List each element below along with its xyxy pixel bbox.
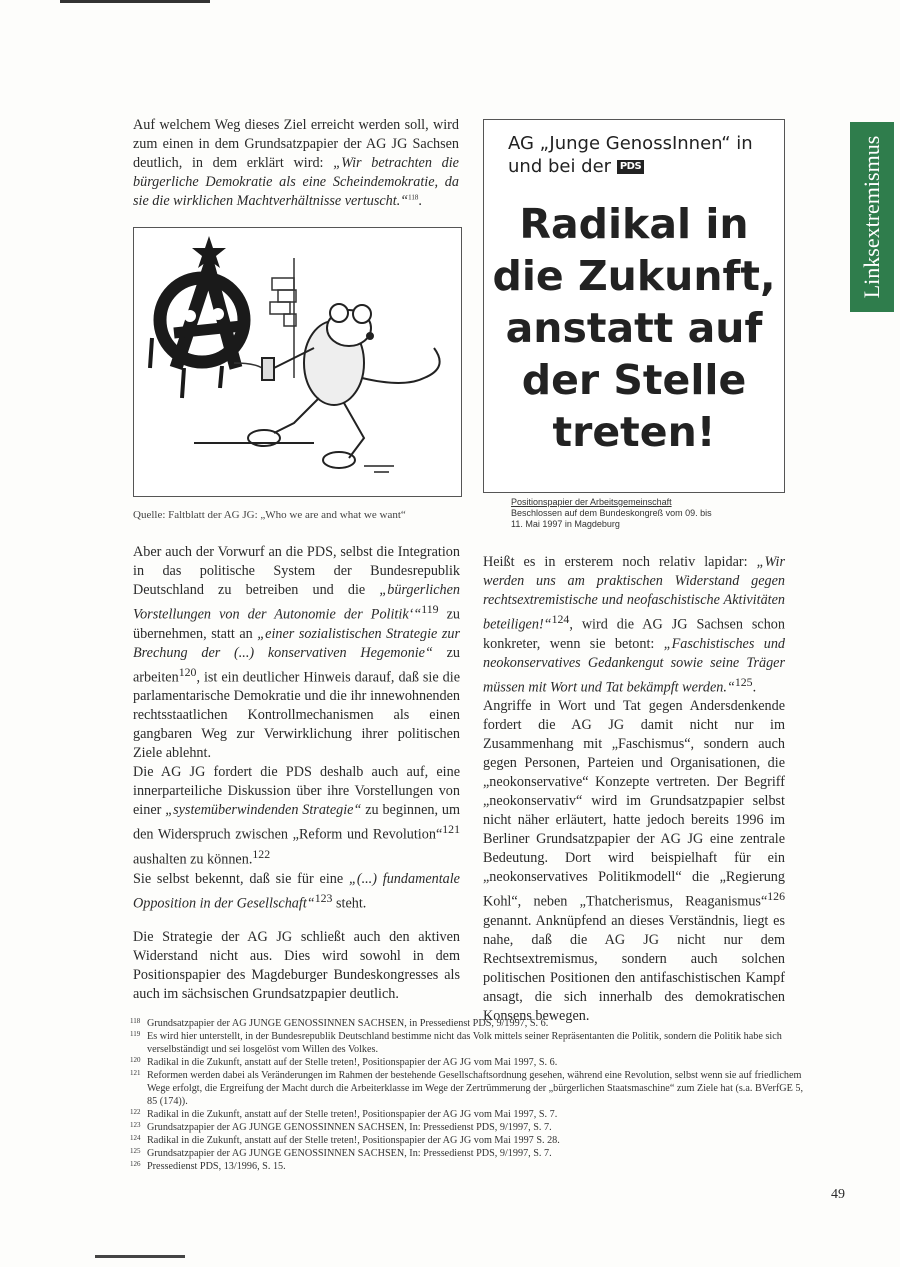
right-column — [483, 553, 785, 1026]
top-rule — [60, 0, 210, 3]
footnote: 123 Grundsatzpapier der AG JUNGE GENOSSINNEN SACHSEN, In: Pressedienst PDS, 9/1997, S. 7. — [130, 1121, 552, 1133]
page-number: 49 — [831, 1187, 845, 1202]
poster-subtitle: AG „Junge GenossInnen“ in und bei der PDS — [508, 133, 753, 177]
right-paragraph-1: Heißt es in ersterem noch relativ lapidar: „Wir werden uns am praktischen Widerstand gegen rechtsextremistische und neofaschistische Aktivitäten beteiligen!“$^{124}$, wird die AG JG Sachsen schon konkreter, wenn sie betont: „Faschistisches und neokonservatives Gedankengut sowie seine Träger müssen mit Wort und Tat bekämpft werden.“$^{125}$. — [483, 554, 786, 696]
left-column — [133, 543, 460, 1004]
footnotes — [130, 1017, 810, 1173]
footnote: 119 Es wird hier unterstellt, in der Bundesrepublik Deutschland bestimme nicht das Volk mittels seiner Repräsentanten die Politik, sondern die Politik habe sich verselbständigt und sei losgelöst vom Willen des Volkes. — [130, 1030, 782, 1055]
rat-spray-cartoon — [133, 227, 462, 497]
section-tab-label: Linksextremismus — [859, 135, 884, 299]
anarchy-symbol-icon — [150, 268, 244, 398]
footnote: 125 Grundsatzpapier der AG JUNGE GENOSSINNEN SACHSEN, In: Pressedienst PDS, 9/1997, S. 7. — [130, 1147, 552, 1159]
position-paper-cover — [483, 119, 785, 493]
footnote: 118 Grundsatzpapier der AG JUNGE GENOSSINNEN SACHSEN, in Pressedienst PDS, 9/1997, S. 6. — [130, 1017, 549, 1029]
left-paragraph-4: Die Strategie der AG JG schließt auch den aktiven Widerstand nicht aus. Dies wird sowohl in dem Positionspapier des Magdeburger Bundeskongresses als auch im sächsischen Grundsatzpapier deutlich. — [133, 928, 460, 1002]
footnote: 120 Radikal in die Zukunft, anstatt auf der Stelle treten!, Positionspapier der AG JG vom Mai 1997, S. 6. — [130, 1056, 558, 1068]
cartoon-caption: Quelle: Faltblatt der AG JG: „Who we are and what we want“ — [133, 509, 406, 521]
footnote: 122 Radikal in die Zukunft, anstatt auf der Stelle treten!, Positionspapier der AG JG vom Mai 1997, S. 7. — [130, 1108, 558, 1120]
pds-logo-icon: PDS — [617, 160, 644, 174]
bottom-rule — [95, 1255, 185, 1258]
poster-footer: Positionspapier der Arbeitsgemeinschaft Beschlossen auf dem Bundeskongreß vom 09. bis 11. Mai 1997 in Magdeburg — [511, 497, 712, 529]
poster-headline: Radikal in die Zukunft, anstatt auf der Stelle treten! — [492, 200, 776, 456]
left-paragraph-3: Sie selbst bekennt, daß sie für eine „(...) fundamentale Opposition in der Gesellschaft“$^{123}$ steht. — [133, 870, 460, 912]
left-paragraph-2: Die AG JG fordert die PDS deshalb auch auf, eine innerparteiliche Diskussion über ihre Vorstellungen von einer „systemüberwindenden Strategie“ zu beginnen, um den Widerspruch zwischen „Reform und Revolution“$^{121}$ aushalten zu können.$^{122}$ — [133, 764, 460, 868]
left-paragraph-1: Aber auch der Vorwurf an die PDS, selbst die Integration in das politische System der Bundesrepublik Deutschland zu betreiben und die „bürgerlichen Vorstellungen von der Autonomie der Politik‘“$^{119}$ zu übernehmen, statt an „einer sozialistischen Strategie zur Brechung der (...) konservativen Hegemonie“ zu arbeiten$^{120}$, ist ein deutlicher Hinweis darauf, daß sie die parlamentarische Demokratie und die ihr innewohnenden rechtsstaatlichen Kontrollmechanismen als einen gangbaren Weg zur Verwirklichung ihrer politischen Ziele ablehnt. — [133, 544, 460, 762]
footnote: 121 Reformen werden dabei als Veränderungen im Rahmen der bestehende Gesellschaftsordnung gesehen, während eine Revolution, selbst wenn sie auf friedlichem Wege erfolgt, die Ergreifung der Macht durch die Arbeiterklasse im Wege der Zertrümmerung der „bürgerlichen Staatsmaschine“ zum Ziele hat (s.a. BVerfGE 5, 85 (174)). — [130, 1069, 804, 1107]
footnote: 126 Pressedienst PDS, 13/1996, S. 15. — [130, 1160, 286, 1172]
intro-paragraph: Auf welchem Weg dieses Ziel erreicht werden soll, wird zum einen in dem Grundsatzpapier der AG JG Sachsen deutlich, in dem erklärt wird: „Wir betrachten die bürgerliche Demokratie als eine Scheindemokratie, da sie die wirklichen Machtverhältnisse vertuscht.“$^{118}$. — [133, 117, 459, 209]
section-tab — [850, 122, 894, 312]
right-paragraph-2: Angriffe in Wort und Tat gegen Andersdenkende fordert die AG JG damit nicht nur im Zusammenhang mit „Faschismus“, sondern auch gegen Personen, Parteien und Organisationen, die „neokonservative“ Konzepte vertreten. Der Begriff „neokonservativ“ wird im Grundsatzpapier selbst nicht näher erläutert, hatte jedoch bereits 1996 im Berliner Grundsatzpapier der AG JG eine zentrale Bedeutung. Dort wird beispielhaft für ein „neokonservatives Politikmodell“ die „Regierung Kohl“, neben „Thatcherismus, Reaganismus“$^{126}$ genannt. Anknüpfend an dieses Verständnis, liegt es nahe, daß die AG JG nicht nur dem Rechtsextremismus, sondern auch solchen politischen Positionen den antifaschistischen Kampf ansagt, die sich innerhalb des demokratischen Konsens bewegen. — [483, 698, 785, 1025]
footnote: 124 Radikal in die Zukunft, anstatt auf der Stelle treten!, Positionspapier der AG JG vom Mai 1997 S. 28. — [130, 1134, 560, 1146]
